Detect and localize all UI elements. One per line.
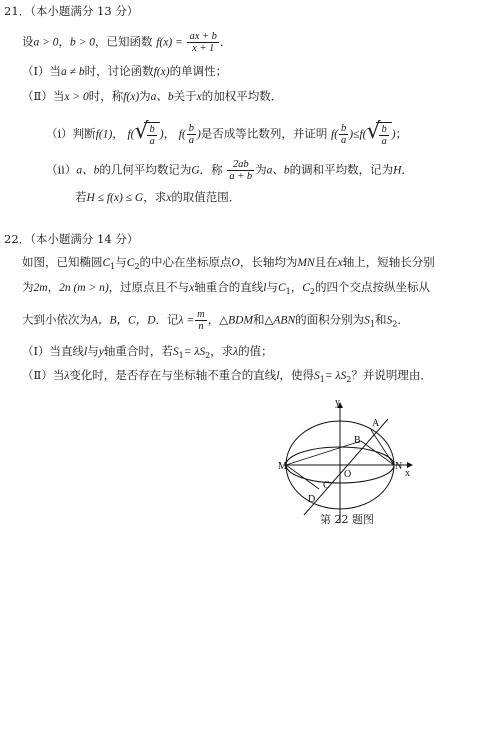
sqrt-b-over-a-1: √ $\frac{b}{a}$ xyxy=(134,122,159,147)
q22-part2: （Ⅱ）当λ变化时，是否存在与坐标轴不重合的直线l，使得$S_1= \lambda S_2$？并说明理由． xyxy=(22,368,432,384)
frac-b-over-a-2: $\frac{b}{a}$ xyxy=(341,123,347,146)
label-y: y xyxy=(335,397,340,408)
q21-header: 21．（本小题满分 13 分） xyxy=(4,4,139,18)
segment-MD xyxy=(286,465,319,489)
segment-MB xyxy=(286,441,361,465)
q21-part2: （Ⅱ）当x > 0时，称f(x)为a、b关于x的加权平均数． xyxy=(22,89,283,103)
label-N: N xyxy=(395,461,403,472)
label-x: x xyxy=(405,468,410,479)
label-B: B xyxy=(354,435,361,446)
label-O: O xyxy=(344,469,352,480)
q22-header: 22．（本小题满分 14 分） xyxy=(4,232,139,246)
q22-line2: 为2m，2n (m > n)，过原点且不与x轴重合的直线l与$C_1$，$C_2$的四个交点按纵坐标从 xyxy=(22,280,431,296)
segment-NA xyxy=(371,430,394,465)
harmonic-mean-fraction: $\frac{2ab}{a + b}$ xyxy=(229,159,253,182)
label-D: D xyxy=(308,494,316,505)
q22-part1: （Ⅰ）当直线l与y轴重合时，若$S_1= \lambda S_2$，求λ的值； xyxy=(22,344,273,360)
q21-subpart-i: （i）判断f(1)， f( √ $\frac{b}{a}$ )， f( $\frac{b}{a}$ )是否成等比数列，并证明 f( $\frac{b}{a}$ )≤f( √ $\frac{b}{a}$ )； xyxy=(46,119,408,147)
q21-part1: （Ⅰ）当a ≠ b时，讨论函数f(x)的单调性； xyxy=(22,64,228,78)
label-C: C xyxy=(323,480,330,491)
q21-final-condition: 若H ≤ f(x) ≤ G，求x的取值范围． xyxy=(75,190,241,204)
segment-NB xyxy=(361,441,394,465)
sqrt-b-over-a-2: √ $\frac{b}{a}$ xyxy=(366,122,391,147)
line-l xyxy=(304,419,388,515)
q22-line3: 大到小依次为A，B，C，D．记λ = $\frac{m}{n}$ ，△BDM和△ABN的面积分别为$S_1$和$S_2$． xyxy=(22,309,409,332)
q22-line1: 如图，已知椭圆$C_1$与$C_2$的中心在坐标原点O，长轴均为MN且在x轴上，短轴长分别 xyxy=(22,255,435,271)
q21-subpart-ii: （ii）a、b的几何平均数记为G．称 $\frac{2ab}{a + b}$ 为a、b的调和平均数，记为H． xyxy=(46,159,413,182)
function-fraction: $\frac{ax + b}{x + 1}$ xyxy=(189,31,217,54)
q21-line1: 设a > 0，b > 0，已知函数 f(x) = $\frac{ax + b}{x + 1}$ ． xyxy=(22,31,232,54)
frac-b-over-a: $\frac{b}{a}$ xyxy=(188,123,195,146)
figure-caption: 第 22 题图 xyxy=(320,513,374,526)
lambda-fraction: $\frac{m}{n}$ xyxy=(197,309,205,332)
label-A: A xyxy=(372,418,380,429)
label-M: M xyxy=(278,461,287,472)
